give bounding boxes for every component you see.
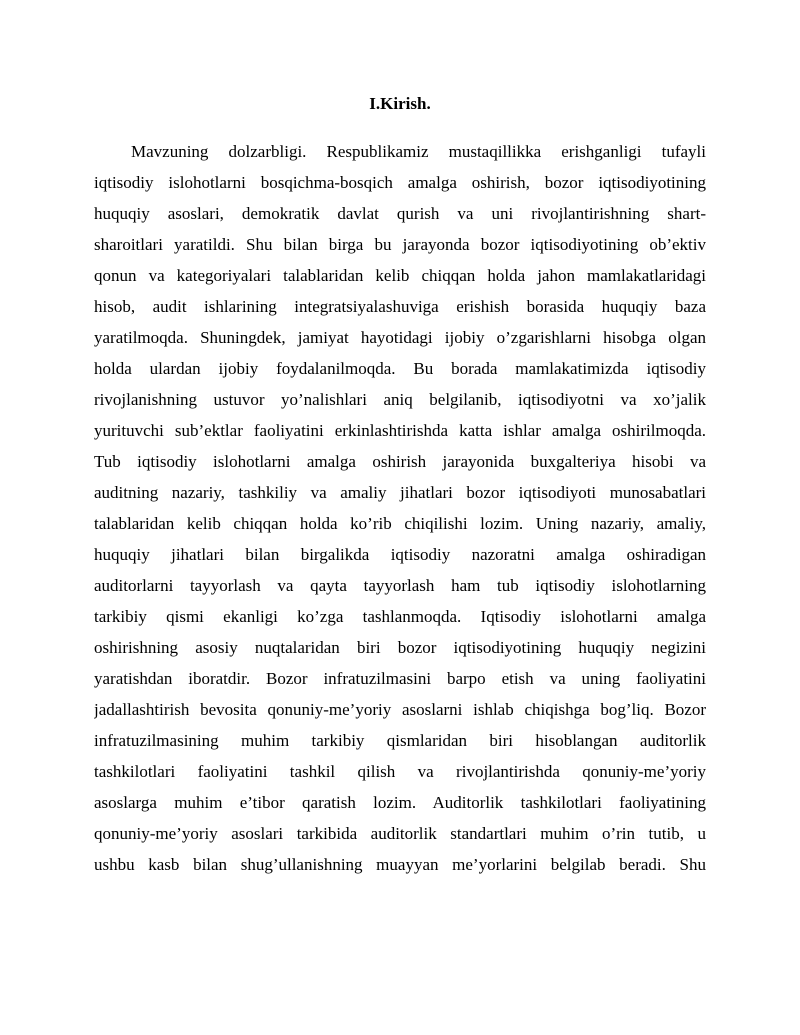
text-line: yaratishdan iboratdir. Bozor infratuzilmasini barpo etish va uning faoliyatini xyxy=(94,669,706,688)
text-line: iqtisodiy islohotlarni bosqichma-bosqich amalga oshirish, bozor iqtisodiyotining xyxy=(94,173,706,192)
text-line: ushbu kasb bilan shug’ullanishning muayyan me’yorlarini belgilab beradi. Shu xyxy=(94,855,706,874)
text-line: rivojlanishning ustuvor yo’nalishlari aniq belgilanib, iqtisodiyotni va xo’jalik xyxy=(94,390,706,409)
section-title: I.Kirish. xyxy=(369,94,431,113)
text-line: Mavzuning dolzarbligi. Respublikamiz mustaqillikka erishganligi tufayli xyxy=(131,142,706,161)
text-line: asoslarga muhim e’tibor qaratish lozim. Auditorlik tashkilotlari faoliyatining xyxy=(94,793,706,812)
text-line: yaratilmoqda. Shuningdek, jamiyat hayotidagi ijobiy o’zgarishlarni hisobga olgan xyxy=(94,328,706,347)
text-line: auditorlarni tayyorlash va qayta tayyorlash ham tub iqtisodiy islohotlarning xyxy=(94,576,706,595)
text-line: qonun va kategoriyalari talablaridan kelib chiqqan holda jahon mamlakatlaridagi xyxy=(94,266,706,285)
text-line: huquqiy asoslari, demokratik davlat qurish va uni rivojlantirishning shart- xyxy=(94,204,706,223)
text-line: jadallashtirish bevosita qonuniy-me’yoriy asoslarni ishlab chiqishga bog’liq. Bozor xyxy=(94,700,706,719)
text-line: auditning nazariy, tashkiliy va amaliy jihatlari bozor iqtisodiyoti munosabatlari xyxy=(94,483,706,502)
text-line: talablaridan kelib chiqqan holda ko’rib chiqilishi lozim. Uning nazariy, amaliy, xyxy=(94,514,706,533)
text-line: holda ulardan ijobiy foydalanilmoqda. Bu borada mamlakatimizda iqtisodiy xyxy=(94,359,706,378)
text-line: infratuzilmasining muhim tarkibiy qismlaridan biri hisoblangan auditorlik xyxy=(94,731,706,750)
text-line: Tub iqtisodiy islohotlarni amalga oshirish jarayonida buxgalteriya hisobi va xyxy=(94,452,706,471)
text-line: tashkilotlari faoliyatini tashkil qilish va rivojlantirishda qonuniy-me’yoriy xyxy=(94,762,706,781)
text-line: sharoitlari yaratildi. Shu bilan birga bu jarayonda bozor iqtisodiyotining ob’ektiv xyxy=(94,235,706,254)
body-paragraph xyxy=(94,136,706,880)
text-line: hisob, audit ishlarining integratsiyalashuviga erishish borasida huquqiy baza xyxy=(94,297,706,316)
text-line: huquqiy jihatlari bilan birgalikda iqtisodiy nazoratni amalga oshiradigan xyxy=(94,545,706,564)
text-line: tarkibiy qismi ekanligi ko’zga tashlanmoqda. Iqtisodiy islohotlarni amalga xyxy=(94,607,706,626)
text-line: qonuniy-me’yoriy asoslari tarkibida auditorlik standartlari muhim o’rin tutib, u xyxy=(94,824,706,843)
text-line: oshirishning asosiy nuqtalaridan biri bozor iqtisodiyotining huquqiy negizini xyxy=(94,638,706,657)
text-line: yurituvchi sub’ektlar faoliyatini erkinlashtirishda katta ishlar amalga oshirilmoqda. xyxy=(94,421,706,440)
